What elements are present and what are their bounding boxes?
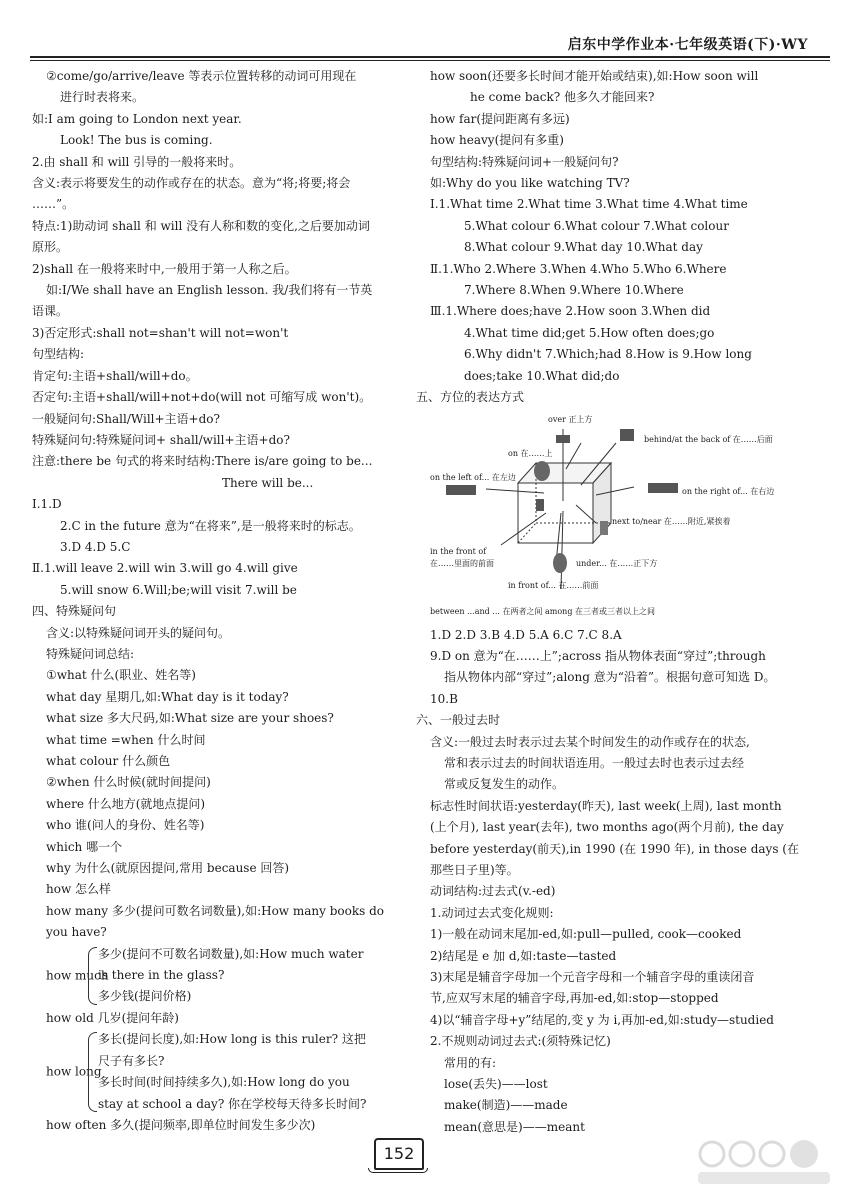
text-line: where 什么地方(就地点提问) (46, 796, 206, 811)
text-line: mean(意思是)——meant (444, 1119, 585, 1134)
answer-line: does;take 10.What did;do (464, 368, 620, 383)
text-line: Look! The bus is coming. (60, 133, 213, 148)
header-rule (30, 56, 830, 58)
how-long-label: how long (46, 1064, 102, 1079)
text-line: 特点:1)助动词 shall 和 will 没有人称和数的变化,之后要加动词 (32, 218, 370, 233)
text-line: 如:Why do you like watching TV? (430, 176, 630, 191)
text-line: what time =when 什么时间 (46, 732, 206, 747)
how-much-group (32, 944, 404, 1008)
text-line: 标志性时间状语:yesterday(昨天), last week(上周), last month (430, 798, 782, 813)
text-line: what day 星期几,如:What day is it today? (46, 689, 289, 704)
text-line: 含义:表示将要发生的动作或存在的状态。意为“将;将要;将会 (32, 176, 351, 191)
object-behind (620, 429, 634, 441)
text-line: 语课。 (32, 304, 69, 319)
text-line: how far(提问距离有多远) (430, 111, 570, 126)
text-line: 特殊疑问词总结: (46, 646, 135, 661)
object-left (446, 485, 476, 495)
text-line: before yesterday(前天),in 1990 (在 1990 年), in those days (在 (430, 841, 799, 856)
label-left-of: on the left of... 在左边 (430, 472, 516, 482)
object-under (553, 553, 567, 573)
page-header (0, 0, 860, 60)
text-line: how often 多久(提问频率,即单位时间发生多少次) (46, 1117, 316, 1132)
label-on: on 在……上 (508, 448, 553, 458)
brace (88, 947, 97, 1005)
text-line: how old 几岁(提问年龄) (46, 1010, 179, 1025)
answer-line: 9.D on 意为“在……上”;across 指从物体表面“穿过”;through (430, 648, 766, 663)
text-line: 2.由 shall 和 will 引导的一般将来时。 (32, 154, 242, 169)
text-line: how many 多少(提问可数名词数量),如:How many books do (46, 903, 385, 918)
brace (88, 1032, 97, 1112)
text-line: 否定句:主语+shall/will+not+do(will not 可缩写成 won't)。 (32, 390, 372, 405)
label-in-the-front-of: in the front of (430, 546, 487, 556)
object-over (556, 435, 570, 443)
label-right-of: on the right of... 在右边 (682, 486, 775, 496)
right-column (416, 66, 799, 1138)
text-line: 2)shall 在一般将来时中,一般用于第一人称之后。 (32, 261, 297, 276)
position-diagram (416, 413, 796, 623)
text-line: 常和表示过去的时间状语连用。一般过去时也表示过去经 (444, 755, 745, 770)
answer-line: 6.Why didn't 7.Which;had 8.How is 9.How long (464, 347, 752, 362)
text-line: how soon(还要多长时间才能开始或结束),如:How soon will (430, 69, 759, 83)
text-line: 3)末尾是辅音字母加一个元音字母和一个辅音字母的重读闭音 (430, 970, 755, 984)
label-in-front-of: in front of... 在……前面 (508, 580, 599, 590)
answer-line: 10.B (430, 691, 458, 706)
answer-line: 1.D 2.D 3.B 4.D 5.A 6.C 7.C 8.A (430, 627, 622, 642)
arrow-in-front-inside (501, 513, 546, 545)
text-line: There will be... (222, 475, 314, 490)
text-line: stay at school a day? 你在学校每天待多长时间? (98, 1096, 367, 1111)
text-line: 句型结构: (32, 347, 85, 362)
text-line: he come back? 他多久才能回来? (470, 90, 655, 105)
label-between-among: between ...and ... 在两者之间 among 在三者或三者以上之间 (430, 606, 655, 616)
text-line: 注意:there be 句式的将来时结构:There is/are going to be... (32, 454, 373, 469)
text-line: (上个月), last year(去年), two months ago(两个月前), the day (430, 820, 784, 835)
text-line: make(制造)——made (444, 1098, 568, 1113)
text-line: 肯定句:主语+shall/will+do。 (32, 368, 198, 383)
text-line: is there in the glass? (98, 968, 225, 983)
text-line: 多少钱(提问价格) (98, 989, 192, 1004)
text-line: 如:I am going to London next year. (32, 111, 242, 126)
text-line: how 怎么样 (46, 882, 112, 897)
text-line: 特殊疑问句:特殊疑问词+ shall/will+主语+do? (32, 432, 290, 447)
text-line: 1.动词过去式变化规则: (430, 905, 554, 920)
text-line: 2.不规则动词过去式:(须特殊记忆) (430, 1034, 611, 1049)
text-line: 3)否定形式:shall not=shan't will not=won't (32, 325, 289, 340)
label-next-to: next to/near 在……附近,紧挨着 (612, 516, 731, 526)
object-right (648, 483, 678, 493)
text-line: 多长(提问长度),如:How long is this ruler? 这把 (98, 1032, 366, 1047)
page-number: 152 (374, 1138, 424, 1170)
answer-line: Ⅰ.1.What time 2.What time 3.What time 4.What time (430, 197, 748, 212)
answer-line: 2.C in the future 意为“在将来”,是一般将来时的标志。 (60, 518, 361, 533)
text-line: 1)一般在动词末尾加-ed,如:pull—pulled, cook—cooked (430, 927, 742, 942)
header-rule-thin (30, 60, 830, 61)
label-behind: behind/at the back of 在……后面 (644, 434, 773, 444)
answer-line: Ⅱ.1.Who 2.Where 3.When 4.Who 5.Who 6.Where (430, 261, 727, 276)
text-line: how heavy(提问有多重) (430, 133, 564, 148)
text-line: 如:I/We shall have an English lesson. 我/我们将有一节英 (46, 283, 373, 298)
text-line: 4)以“辅音字母+y”结尾的,变 y 为 i,再加-ed,如:study—studied (430, 1012, 774, 1027)
text-line: lose(丢失)——lost (444, 1077, 548, 1092)
text-line: 2)结尾是 e 加 d,如:taste—tasted (430, 948, 617, 963)
label-under: under... 在……正下方 (576, 558, 658, 568)
text-line: what size 多大尺码,如:What size are your shoes? (46, 711, 334, 726)
object-on (534, 461, 550, 481)
answer-line: Ⅰ.1.D (32, 497, 62, 512)
answer-line: 5.What colour 6.What colour 7.What colour (464, 218, 729, 233)
text-line: who 谁(问人的身份、姓名等) (46, 818, 205, 833)
answer-line: 3.D 4.D 5.C (60, 539, 131, 554)
text-line: 原形。 (32, 240, 69, 255)
text-line: ②when 什么时候(就时间提问) (46, 775, 211, 790)
how-long-group (32, 1029, 404, 1115)
text-line: what colour 什么颜色 (46, 754, 171, 768)
page-number-book-icon (368, 1134, 428, 1174)
header-title: 启东中学作业本·七年级英语(下)·WY (567, 37, 808, 53)
answer-line: Ⅱ.1.will leave 2.will win 3.will go 4.will give (32, 561, 298, 576)
answer-line: 8.What colour 9.What day 10.What day (464, 240, 703, 255)
answer-line: 指从物体内部“穿过”;along 意为“沿着”。根据句意可知选 D。 (444, 670, 776, 685)
text-line: why 为什么(就原因提问,常用 because 回答) (46, 861, 290, 876)
object-next-to (600, 521, 608, 535)
label-over: over 正上方 (548, 414, 593, 424)
text-line: 常或反复发生的动作。 (444, 777, 565, 792)
text-line: ①what 什么(职业、姓名等) (46, 668, 196, 683)
text-line: ……”。 (32, 197, 75, 212)
section-heading: 六、一般过去时 (416, 713, 501, 728)
how-much-label: how much (46, 968, 109, 983)
label-in-the-front-of-cn: 在……里面的前面 (430, 558, 494, 568)
text-line: 尺子有多长? (98, 1053, 165, 1068)
left-column (32, 66, 404, 1136)
text-line: 进行时表将来。 (60, 90, 145, 105)
text-line: 含义:一般过去时表示过去某个时间发生的动作或存在的状态, (430, 734, 750, 749)
text-line: 一般疑问句:Shall/Will+主语+do? (32, 411, 220, 426)
text-line: 多少(提问不可数名词数量),如:How much water (98, 946, 364, 961)
answer-line: 4.What time did;get 5.How often does;go (464, 325, 715, 340)
section-heading: 五、方位的表达方式 (416, 390, 525, 405)
answer-line: Ⅲ.1.Where does;have 2.How soon 3.When did (430, 304, 711, 319)
text-line: 那些日子里)等。 (430, 862, 519, 877)
watermark-logo-icon (692, 1132, 842, 1192)
object-inside (536, 499, 544, 511)
text-line: 节,应双写末尾的辅音字母,再加-ed,如:stop—stopped (430, 991, 719, 1006)
text-line: 句型结构:特殊疑问词+一般疑问句? (430, 154, 619, 169)
text-line: 动词结构:过去式(v.-ed) (430, 884, 556, 899)
text-line: 常用的有: (444, 1055, 497, 1070)
answer-line: 5.will snow 6.Will;be;will visit 7.will be (60, 582, 297, 597)
text-line: you have? (46, 925, 107, 940)
book-base (368, 1168, 428, 1173)
section-heading: 四、特殊疑问句 (32, 604, 117, 619)
text-line: which 哪一个 (46, 839, 123, 854)
text-line: 含义:以特殊疑问词开头的疑问句。 (46, 625, 231, 640)
arrow-left (486, 489, 544, 493)
text-line: ②come/go/arrive/leave 等表示位置转移的动词可用现在 (46, 69, 357, 83)
text-line: 多长时间(时间持续多久),如:How long do you (98, 1075, 350, 1090)
answer-line: 7.Where 8.When 9.Where 10.Where (464, 283, 684, 298)
